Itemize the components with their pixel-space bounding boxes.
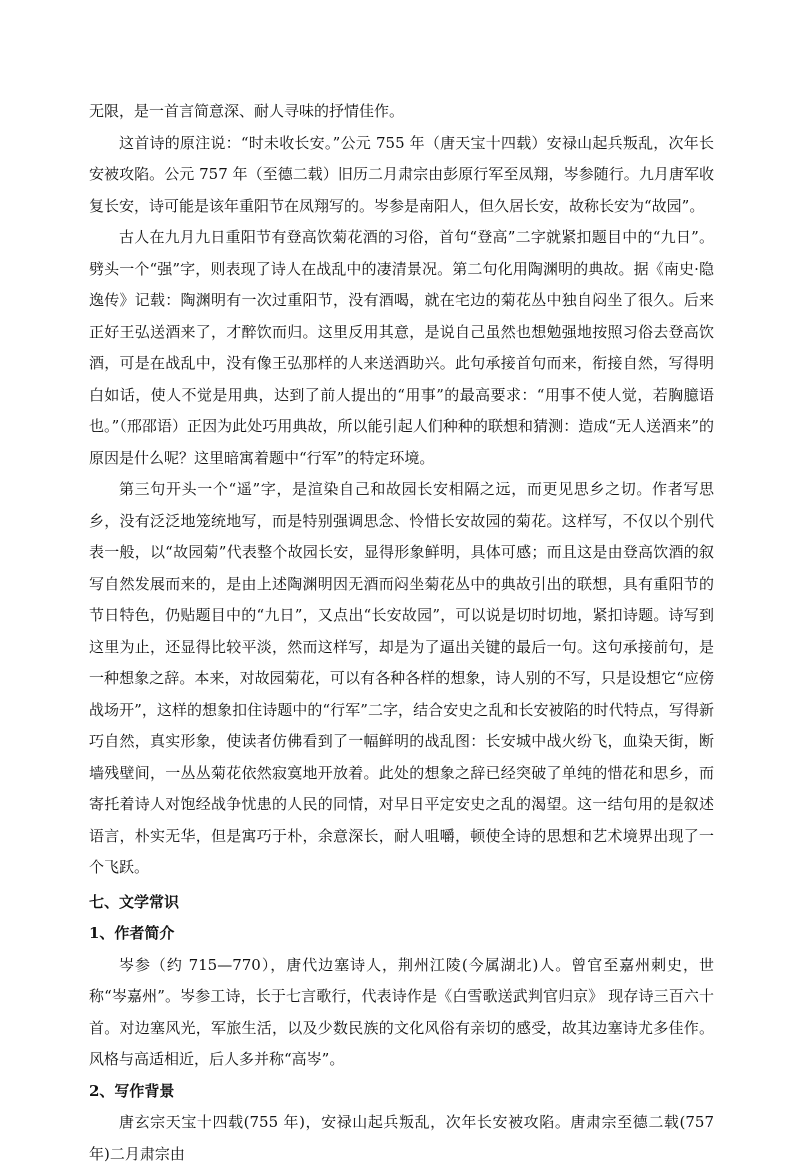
- paragraph-last-lines-analysis: 第三句开头一个“遥”字，是渲染自己和故园长安相隔之远，而更见思乡之切。作者写思乡，没有泛泛地笼统地写，而是特别强调思念、怜惜长安故园的菊花。这样写，不仅以个别代表一般，以“故园菊”代表整个故园长安，显得形象鲜明，具体可感；而且这是由登高饮酒的叙写自然发展而来的，是由上述陶渊明因无酒而闷坐菊花丛中的典故引出的联想，具有重阳节的节日特色，仍贴题目中的“九日”，又点出“长安故园”，可以说是切时切地，紧扣诗题。诗写到这里为止，还显得比较平淡，然而这样写，却是为了逼出关键的最后一句。这句承接前句，是一种想象之辞。本来，对故园菊花，可以有各种各样的想象，诗人别的不写，只是设想它“应傍战场开”，这样的想象扣住诗题中的“行军”二字，结合安史之乱和长安被陷的时代特点，写得新巧自然，真实形象，使读者仿佛看到了一幅鲜明的战乱图：长安城中战火纷飞，血染天街，断墙残壁间，一丛丛菊花依然寂寞地开放着。此处的想象之辞已经突破了单纯的惜花和思乡，而寄托着诗人对饱经战争忧患的人民的同情，对早日平定安史之乱的渴望。这一结句用的是叙述语言，朴实无华，但是寓巧于朴，余意深长，耐人咀嚼，顿使全诗的思想和艺术境界出现了一个飞跃。: [89, 480, 714, 876]
- paragraph-writing-background: 唐玄宗天宝十四载(755 年)，安禄山起兵叛乱，次年长安被攻陷。唐肃宗至德二载(757 年)二月肃宗由: [89, 1113, 714, 1163]
- document-body: [89, 96, 714, 1170]
- paragraph-continuation: 无限，是一首言简意深、耐人寻味的抒情佳作。: [89, 102, 405, 120]
- paragraph-original-note: 这首诗的原注说：“时未收长安。”公元 755 年（唐天宝十四载）安禄山起兵叛乱，次年长安被攻陷。公元 757 年（至德二载）旧历二月肃宗由彭原行军至凤翔，岑参随行。九月唐军收复长安，诗可能是该年重阳节在凤翔写的。岑参是南阳人，但久居长安，故称长安为“故园”。: [89, 133, 714, 215]
- paragraph-author-intro: 岑参（约 715—770），唐代边塞诗人，荆州江陵(今属湖北)人。曾官至嘉州刺史，世称“岑嘉州”。岑参工诗，长于七言歌行，代表诗作是《白雪歌送武判官归京》 现存诗三百六十首。对边塞风光，军旅生活，以及少数民族的文化风俗有亲切的感受，故其边塞诗尤多佳作。风格与高适相近，后人多并称“高岑”。: [89, 955, 714, 1068]
- paragraph-first-lines-analysis: 古人在九月九日重阳节有登高饮菊花酒的习俗，首句“登高”二字就紧扣题目中的“九日”。劈头一个“强”字，则表现了诗人在战乱中的凄清景况。第二句化用陶渊明的典故。据《南史·隐逸传》记载：陶渊明有一次过重阳节，没有酒喝，就在宅边的菊花丛中独自闷坐了很久。后来正好王弘送酒来了，才醉饮而归。这里反用其意，是说自己虽然也想勉强地按照习俗去登高饮酒，可是在战乱中，没有像王弘那样的人来送酒助兴。此句承接首句而来，衔接自然，写得明白如话，使人不觉是用典，达到了前人提出的“用事”的最高要求：“用事不使人觉，若胸臆语也。”（邢邵语）正因为此处巧用典故，所以能引起人们种种的联想和猜测：造成“无人送酒来”的原因是什么呢？这里暗寓着题中“行军”的特定环境。: [89, 228, 714, 467]
- section-heading-literary-knowledge: 七、文学常识: [89, 892, 180, 911]
- subheading-writing-background: 2、写作背景: [89, 1081, 175, 1100]
- subheading-author-intro: 1、作者简介: [89, 924, 175, 942]
